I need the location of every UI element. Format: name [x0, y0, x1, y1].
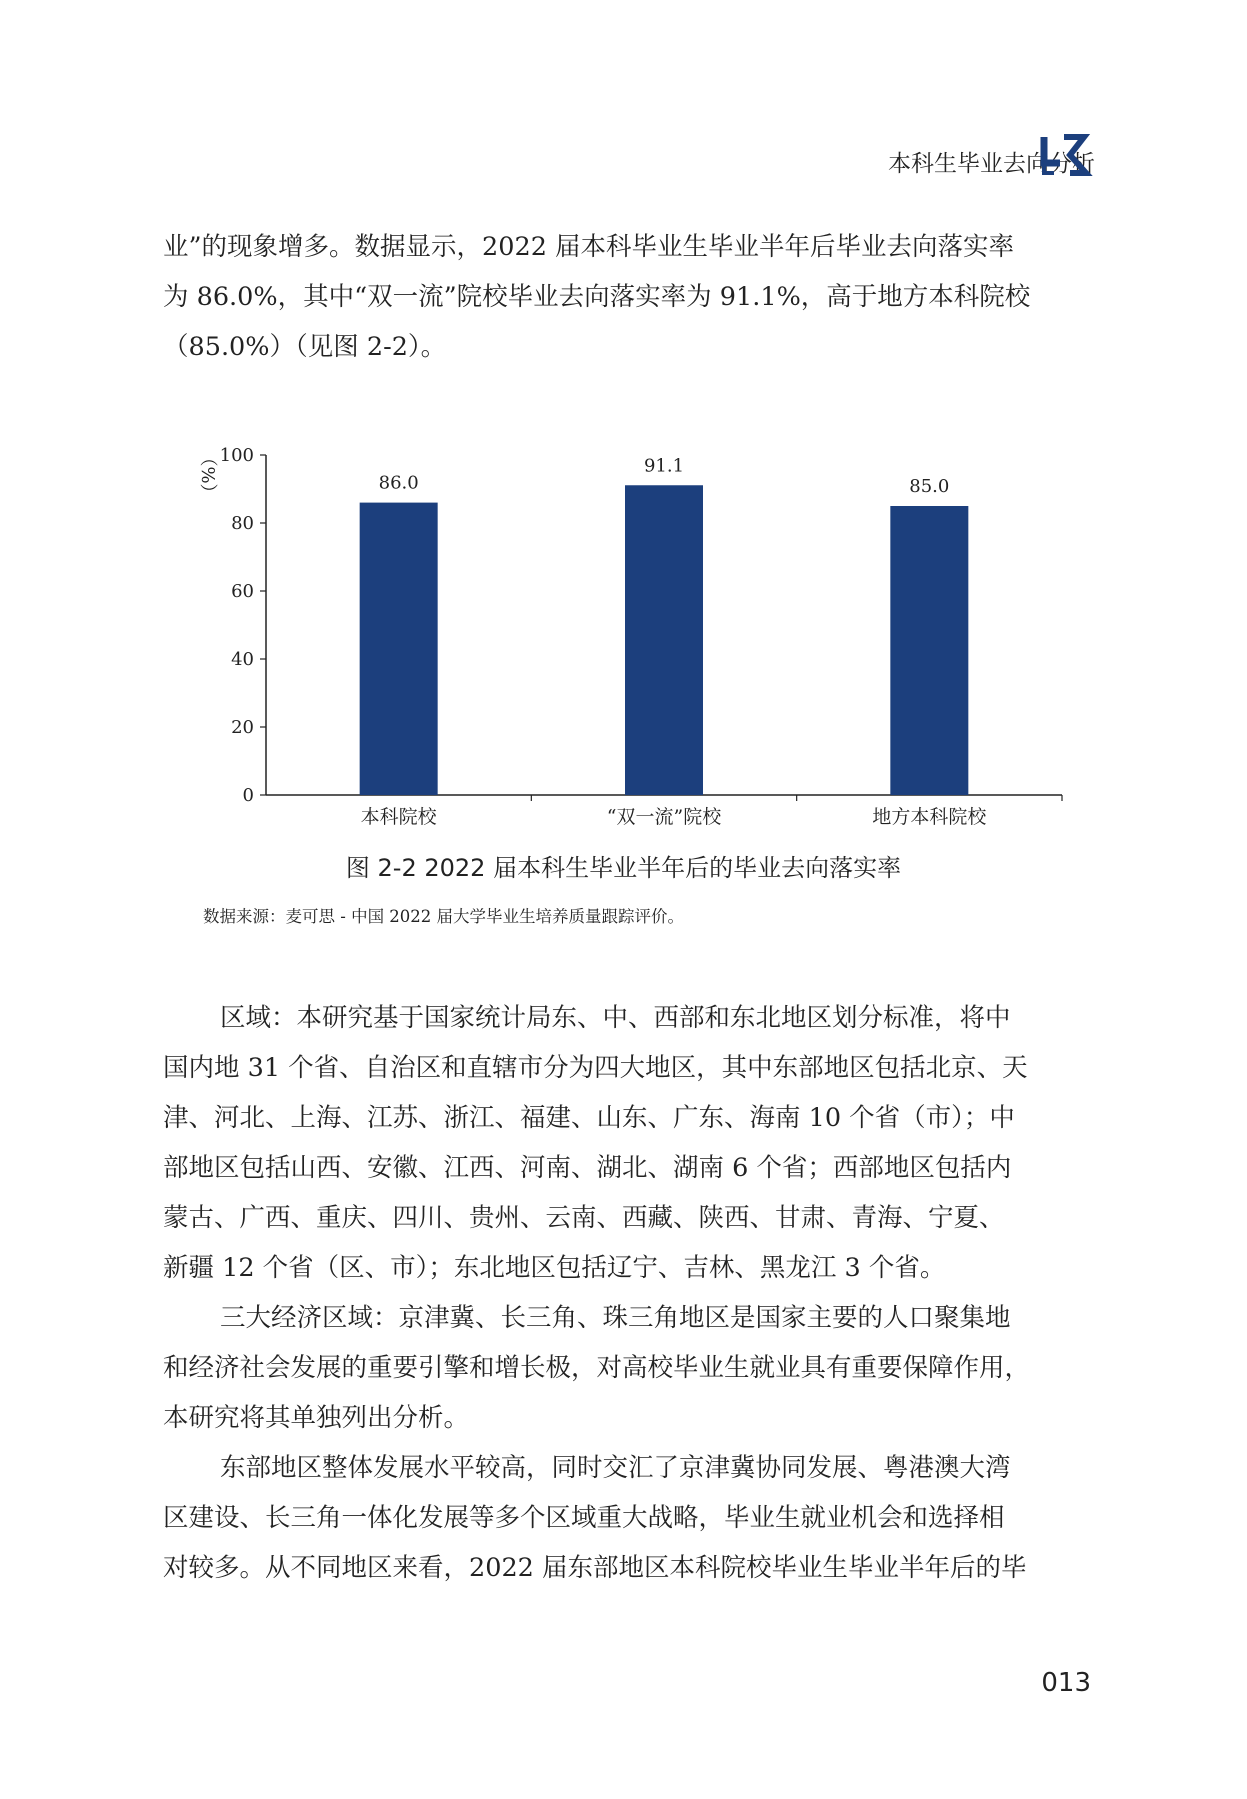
text-line: 区域：本研究基于国家统计局东、中、西部和东北地区划分标准，将中	[220, 1003, 1011, 1033]
x-tick-label: 地方本科院校	[872, 806, 987, 828]
text-line: 津、河北、上海、江苏、浙江、福建、山东、广东、海南 10 个省（市）；中	[163, 1103, 1015, 1133]
paragraph-economic-zones	[163, 1293, 1089, 1443]
figure-caption: 图 2-2 2022 届本科生毕业半年后的毕业去向落实率	[345, 854, 902, 882]
y-tick-label: 60	[231, 581, 254, 602]
y-tick-label: 0	[242, 785, 254, 806]
text-line: 国内地 31 个省、自治区和直辖市分为四大地区，其中东部地区包括北京、天	[163, 1053, 1028, 1083]
text-line: 东部地区整体发展水平较高，同时交汇了京津冀协同发展、粤港澳大湾	[220, 1453, 1011, 1483]
y-tick-label: 100	[219, 445, 254, 466]
text-line: 对较多。从不同地区来看，2022 届东部地区本科院校毕业生毕业半年后的毕	[163, 1553, 1027, 1583]
text-line: 新疆 12 个省（区、市）；东北地区包括辽宁、吉林、黑龙江 3 个省。	[163, 1253, 946, 1283]
chapter-logo-icon	[1040, 133, 1096, 177]
paragraph-eastern-region	[163, 1443, 1089, 1593]
text-line: 蒙古、广西、重庆、四川、贵州、云南、西藏、陕西、甘肃、青海、宁夏、	[163, 1203, 1005, 1233]
data-label: 85.0	[909, 476, 950, 497]
bar	[890, 506, 968, 795]
text-line: 为 86.0%，其中“双一流”院校毕业去向落实率为 91.1%，高于地方本科院校	[163, 282, 1031, 312]
text-line: 和经济社会发展的重要引擎和增长极，对高校毕业生就业具有重要保障作用，	[163, 1353, 1031, 1383]
x-tick-label: “双一流”院校	[606, 806, 722, 828]
header-title: 本科生毕业去向分析	[888, 151, 1095, 177]
text-line: 业”的现象增多。数据显示，2022 届本科毕业生毕业半年后毕业去向落实率	[163, 232, 1015, 262]
bar	[625, 485, 703, 795]
intro-paragraph	[163, 222, 1089, 372]
bar	[360, 503, 438, 795]
y-tick-label: 40	[231, 649, 254, 670]
x-tick-label: 本科院校	[360, 806, 437, 828]
y-axis-label: （%）	[197, 448, 218, 502]
data-label: 86.0	[378, 472, 419, 494]
text-line: 本研究将其单独列出分析。	[163, 1403, 470, 1433]
data-source-note: 数据来源：麦可思 - 中国 2022 届大学毕业生培养质量跟踪评价。	[203, 907, 685, 926]
bar-chart	[0, 430, 1247, 830]
y-tick-label: 80	[231, 513, 254, 534]
text-line: （85.0%）（见图 2-2）。	[163, 332, 447, 362]
paragraph-regions	[163, 993, 1089, 1293]
text-line: 部地区包括山西、安徽、江西、河南、湖北、湖南 6 个省；西部地区包括内	[163, 1153, 1012, 1183]
text-line: 三大经济区域：京津冀、长三角、珠三角地区是国家主要的人口聚集地	[220, 1303, 1011, 1333]
page-number: 013	[1041, 1668, 1091, 1698]
y-tick-label: 20	[231, 717, 254, 738]
body-text	[163, 993, 1089, 1593]
text-line: 区建设、长三角一体化发展等多个区域重大战略，毕业生就业机会和选择相	[163, 1503, 1005, 1533]
data-label: 91.1	[643, 455, 685, 477]
